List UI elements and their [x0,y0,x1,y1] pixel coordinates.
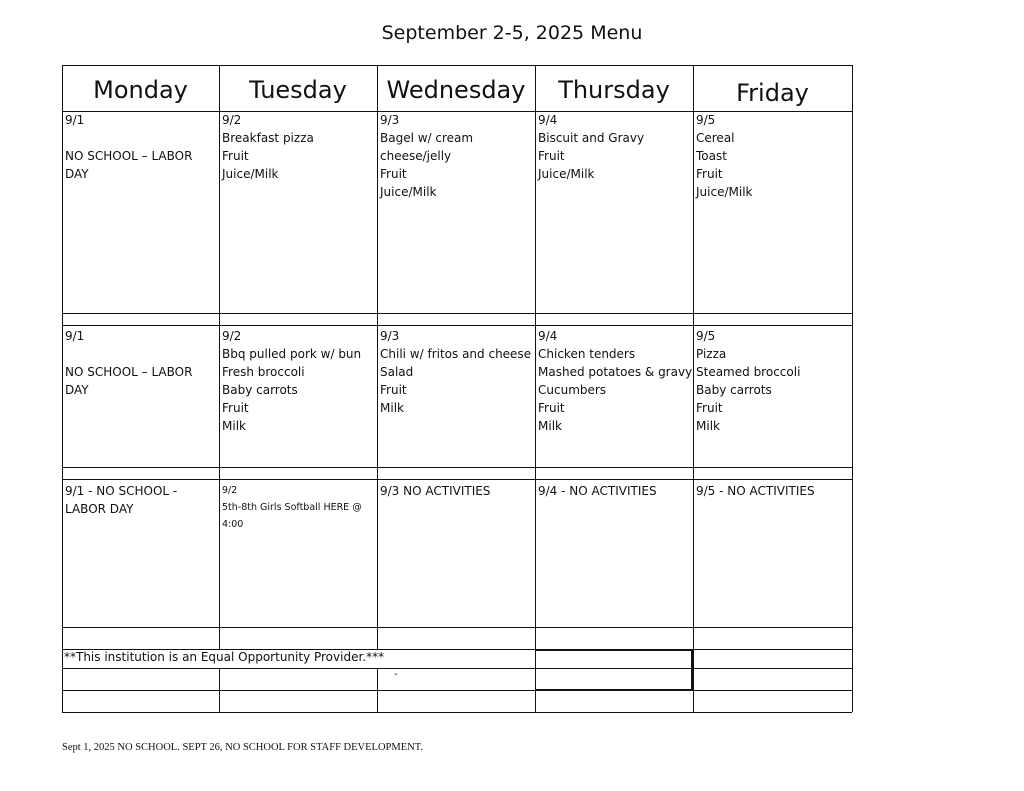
activities-cell-tuesday [222,482,362,533]
activities-cell-friday [696,482,815,500]
table-vrule [693,65,694,712]
lunch-line: Fresh broccoli [222,365,305,379]
breakfast-line: Fruit [538,149,565,163]
lunch-line: 9/5 [696,329,716,343]
activities-cell-monday [65,482,177,518]
lunch-line: Baby carrots [222,383,298,397]
table-vrule [535,65,536,712]
table-vrule [691,649,693,691]
breakfast-line: Fruit [696,167,723,181]
breakfast-line: Fruit [222,149,249,163]
lunch-line: Mashed potatoes & gravy [538,365,693,379]
table-vrule [377,668,378,712]
lunch-line: Milk [380,401,404,415]
lunch-line: Fruit [696,401,723,415]
lunch-cell-thursday [538,327,692,435]
table-vrule [377,65,378,649]
table-vrule [219,65,220,649]
activities-line: 9/3 NO ACTIVITIES [380,484,491,498]
lunch-line: Milk [538,419,562,433]
activities-line: 5th-8th Girls Softball HERE @ [222,502,362,513]
lunch-line: Salad [380,365,414,379]
lunch-line: 9/4 [538,329,558,343]
activities-cell-thursday [538,482,657,500]
breakfast-line: 9/4 [538,113,558,127]
breakfast-line: 9/2 [222,113,242,127]
breakfast-line: 9/3 [380,113,400,127]
lunch-cell-wednesday [380,327,531,417]
menu-table [62,65,852,712]
page-title: September 2-5, 2025 Menu [381,22,643,44]
lunch-cell-friday [696,327,800,435]
breakfast-line: Juice/Milk [380,185,437,199]
footer-note: Sept 1, 2025 NO SCHOOL. SEPT 26, NO SCHOOL FOR STAFF DEVELOPMENT. [62,742,423,753]
lunch-line: Cucumbers [538,383,607,397]
breakfast-cell-wednesday [380,111,473,201]
lunch-line [65,345,192,363]
table-hrule [62,467,852,468]
table-vrule [219,668,220,712]
lunch-cell-monday [65,327,192,399]
lunch-line: Fruit [380,383,407,397]
day-header-monday: Monday [93,76,188,104]
day-header-thursday: Thursday [558,76,670,104]
lunch-line: Chicken tenders [538,347,636,361]
day-header-tuesday: Tuesday [249,76,347,104]
activities-line: 9/4 - NO ACTIVITIES [538,484,657,498]
breakfast-cell-monday [65,111,192,183]
lunch-line: Chili w/ fritos and cheese [380,347,532,361]
lunch-cell-tuesday [222,327,361,435]
table-hrule [62,627,852,628]
lunch-line: 9/2 [222,329,242,343]
breakfast-line: Cereal [696,131,735,145]
lunch-line: Fruit [538,401,565,415]
breakfast-line: NO SCHOOL – LABOR [65,149,193,163]
breakfast-line: Biscuit and Gravy [538,131,645,145]
activities-cell-wednesday [380,482,490,500]
activities-line: 9/1 - NO SCHOOL - [65,484,178,498]
breakfast-line: Juice/Milk [696,185,753,199]
lunch-line: 9/3 [380,329,400,343]
table-hrule [62,690,852,691]
breakfast-line: Juice/Milk [538,167,595,181]
day-header-wednesday: Wednesday [386,76,526,104]
activities-line: LABOR DAY [65,502,134,516]
table-hrule [62,65,852,66]
table-hrule [62,479,852,480]
lunch-line: DAY [65,383,89,397]
lunch-line: 9/1 [65,329,85,343]
table-hrule [535,649,693,651]
breakfast-line: Bagel w/ cream [380,131,474,145]
day-header-friday: Friday [736,79,809,107]
activities-line: 9/5 - NO ACTIVITIES [696,484,815,498]
table-hrule [535,689,693,691]
lunch-line: NO SCHOOL – LABOR [65,365,193,379]
breakfast-line: DAY [65,167,89,181]
breakfast-cell-thursday [538,111,644,183]
stray-dash: - [394,669,398,680]
lunch-line: Fruit [222,401,249,415]
lunch-line: Bbq pulled pork w/ bun [222,347,362,361]
breakfast-cell-tuesday [222,111,314,183]
lunch-line: Milk [222,419,246,433]
table-hrule [62,668,852,669]
table-hrule [62,313,852,314]
table-hrule [62,325,852,326]
lunch-line: Milk [696,419,720,433]
lunch-line: Steamed broccoli [696,365,801,379]
breakfast-line: Toast [696,149,727,163]
breakfast-cell-friday [696,111,752,201]
breakfast-line: Juice/Milk [222,167,279,181]
table-hrule [62,712,852,713]
breakfast-line: Fruit [380,167,407,181]
activities-line: 9/2 [222,485,238,496]
breakfast-line: 9/5 [696,113,716,127]
breakfast-line: Breakfast pizza [222,131,314,145]
activities-line: 4:00 [222,519,244,530]
equal-opportunity-note: **This institution is an Equal Opportunity Provider.*** [64,650,385,664]
lunch-line: Pizza [696,347,727,361]
table-vrule [852,65,853,712]
breakfast-line: 9/1 [65,113,85,127]
breakfast-line [65,129,192,147]
table-vrule [62,65,63,712]
lunch-line: Baby carrots [696,383,772,397]
breakfast-line: cheese/jelly [380,149,452,163]
